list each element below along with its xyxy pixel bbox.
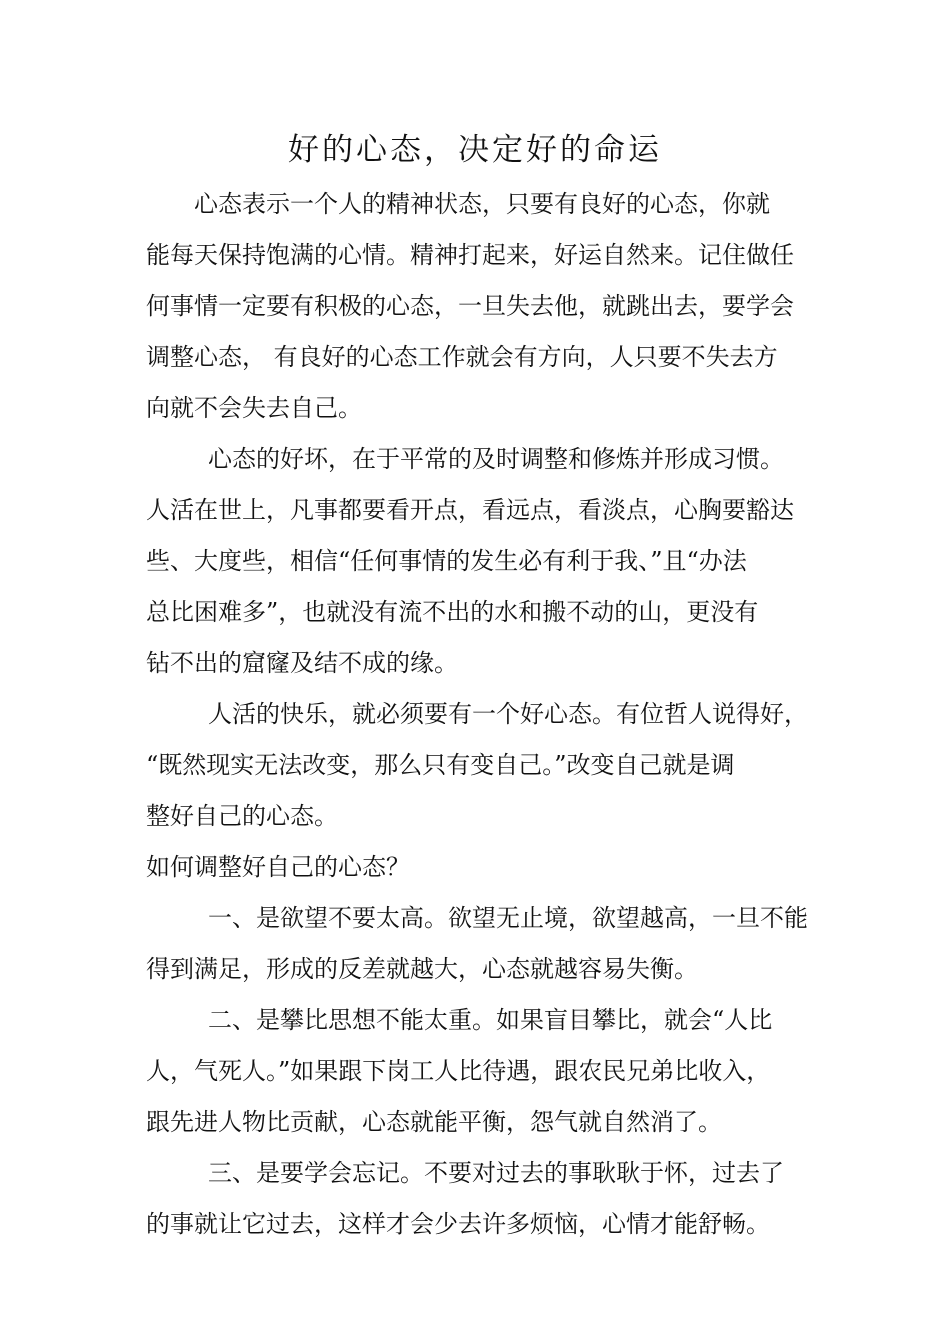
point-2-line-1: 二、是攀比思想不能太重。如果盲目攀比，就会“人比 (208, 1006, 773, 1034)
paragraph-2-line-3: 些、大度些，相信“任何事情的发生必有利于我、”且“办法 (146, 547, 747, 575)
paragraph-1-line-5: 向就不会失去自己。 (146, 394, 362, 422)
paragraph-1-line-2: 能每天保持饱满的心情。精神打起来，好运自然来。记住做任 (146, 241, 794, 269)
paragraph-2-line-5: 钻不出的窟窿及结不成的缘。 (146, 649, 458, 677)
paragraph-3-line-3: 整好自己的心态。 (146, 802, 338, 830)
paragraph-3-line-1: 人活的快乐，就必须要有一个好心态。有位哲人说得好， (208, 700, 808, 728)
point-3-line-1: 三、是要学会忘记。不要对过去的事耿耿于怀，过去了 (208, 1159, 784, 1187)
paragraph-2-line-2: 人活在世上，凡事都要看开点，看远点，看淡点，心胸要豁达 (146, 496, 794, 524)
paragraph-2-line-1: 心态的好坏，在于平常的及时调整和修炼并形成习惯。 (208, 445, 784, 473)
paragraph-2-line-4: 总比困难多”，也就没有流不出的水和搬不动的山，更没有 (146, 598, 759, 626)
point-2-line-2: 人，气死人。”如果跟下岗工人比待遇，跟农民兄弟比收入， (146, 1057, 771, 1085)
document-body (146, 179, 814, 1250)
paragraph-3-line-2: “既然现实无法改变，那么只有变自己。”改变自己就是调 (146, 751, 735, 779)
point-1-line-1: 一、是欲望不要太高。欲望无止境，欲望越高，一旦不能 (208, 904, 808, 932)
paragraph-1-line-1: 心态表示一个人的精神状态，只要有良好的心态，你就 (194, 190, 770, 218)
paragraph-1-line-3: 何事情一定要有积极的心态，一旦失去他，就跳出去，要学会 (146, 292, 794, 320)
paragraph-1-line-4: 调整心态， 有良好的心态工作就会有方向，人只要不失去方 (146, 343, 778, 371)
document-title: 好的心态，决定好的命运 (288, 132, 662, 168)
point-2-line-3: 跟先进人物比贡献，心态就能平衡，怨气就自然消了。 (146, 1108, 722, 1136)
point-1-line-2: 得到满足，形成的反差就越大，心态就越容易失衡。 (146, 955, 698, 983)
point-3-line-2: 的事就让它过去，这样才会少去许多烦恼，心情才能舒畅。 (146, 1210, 770, 1238)
section-question: 如何调整好自己的心态？ (146, 853, 410, 881)
